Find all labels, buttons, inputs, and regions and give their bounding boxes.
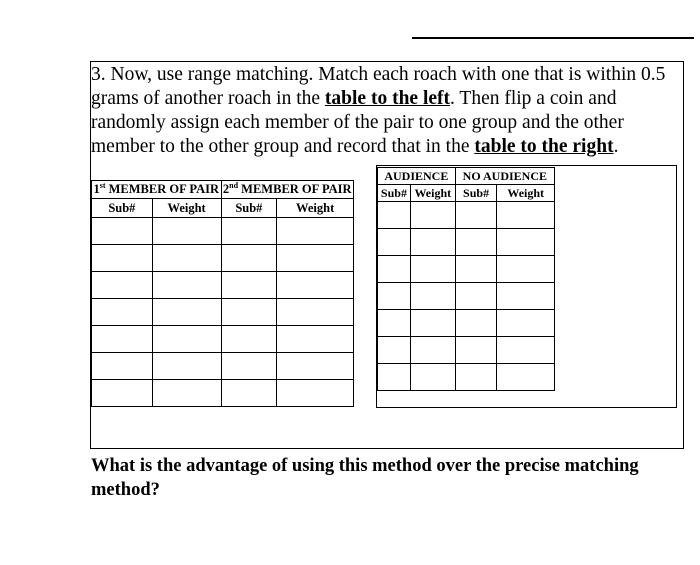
blank-cell[interactable] — [221, 299, 277, 326]
blank-cell[interactable] — [497, 256, 555, 283]
instructions-part2: . Then flip a coin and randomly assign each member of the pair to one group and the other member to the other group and record that in the — [91, 88, 624, 157]
blank-cell[interactable] — [455, 364, 497, 391]
first-member-header: 1st MEMBER OF PAIR — [92, 181, 222, 199]
question-text: What is the advantage of using this method over the precise matching method? — [91, 456, 639, 500]
col-sub-1: Sub# — [92, 199, 153, 218]
blank-cell[interactable] — [277, 353, 354, 380]
table-row — [92, 380, 354, 407]
blank-cell[interactable] — [152, 245, 221, 272]
blank-cell[interactable] — [378, 283, 411, 310]
blank-cell[interactable] — [378, 202, 411, 229]
blank-cell[interactable] — [497, 202, 555, 229]
instructions-part3: . — [613, 136, 619, 157]
blank-cell[interactable] — [152, 380, 221, 407]
blank-cell[interactable] — [221, 326, 277, 353]
blank-cell[interactable] — [277, 272, 354, 299]
blank-cell[interactable] — [455, 337, 497, 364]
blank-cell[interactable] — [277, 299, 354, 326]
blank-cell[interactable] — [410, 256, 455, 283]
blank-cell[interactable] — [410, 229, 455, 256]
blank-cell[interactable] — [277, 218, 354, 245]
no-audience-header: NO AUDIENCE — [455, 168, 554, 185]
table-row — [92, 353, 354, 380]
table-row — [378, 310, 555, 337]
blank-cell[interactable] — [378, 229, 411, 256]
col-weight-1: Weight — [152, 199, 221, 218]
assignment-table — [377, 167, 555, 391]
blank-cell[interactable] — [378, 364, 411, 391]
blank-cell[interactable] — [455, 283, 497, 310]
blank-cell[interactable] — [277, 326, 354, 353]
blank-cell[interactable] — [92, 299, 153, 326]
table-row — [92, 326, 354, 353]
table-row — [378, 256, 555, 283]
blank-cell[interactable] — [221, 353, 277, 380]
blank-cell[interactable] — [455, 229, 497, 256]
blank-cell[interactable] — [152, 353, 221, 380]
name-answer-line — [412, 37, 694, 39]
instructions-part1: 3. Now, use range matching. Match each roach with one that is within 0.5 grams of another roach in the — [91, 64, 666, 109]
instructions-text — [91, 63, 686, 159]
blank-cell[interactable] — [277, 245, 354, 272]
audience-header: AUDIENCE — [378, 168, 456, 185]
table-row — [92, 272, 354, 299]
blank-cell[interactable] — [152, 326, 221, 353]
blank-cell[interactable] — [455, 256, 497, 283]
blank-cell[interactable] — [92, 380, 153, 407]
col-weight-audience: Weight — [410, 185, 455, 202]
col-weight-no-audience: Weight — [497, 185, 555, 202]
blank-cell[interactable] — [410, 310, 455, 337]
col-sub-audience: Sub# — [378, 185, 411, 202]
table-row — [378, 202, 555, 229]
blank-cell[interactable] — [92, 245, 153, 272]
blank-cell[interactable] — [410, 364, 455, 391]
blank-cell[interactable] — [92, 326, 153, 353]
blank-cell[interactable] — [497, 337, 555, 364]
blank-cell[interactable] — [410, 283, 455, 310]
blank-cell[interactable] — [378, 337, 411, 364]
blank-cell[interactable] — [221, 272, 277, 299]
blank-cell[interactable] — [455, 202, 497, 229]
pairs-table-body — [92, 218, 354, 407]
blank-cell[interactable] — [277, 380, 354, 407]
second-member-header: 2nd MEMBER OF PAIR — [221, 181, 354, 199]
table-row — [378, 229, 555, 256]
blank-cell[interactable] — [378, 256, 411, 283]
blank-cell[interactable] — [152, 299, 221, 326]
blank-cell[interactable] — [221, 380, 277, 407]
table-row — [378, 337, 555, 364]
blank-cell[interactable] — [497, 310, 555, 337]
table-right-reference: table to the right — [474, 136, 614, 157]
blank-cell[interactable] — [497, 229, 555, 256]
blank-cell[interactable] — [221, 218, 277, 245]
table-row — [92, 245, 354, 272]
blank-cell[interactable] — [152, 218, 221, 245]
blank-cell[interactable] — [378, 310, 411, 337]
table-left-reference: table to the left — [324, 88, 451, 109]
blank-cell[interactable] — [497, 283, 555, 310]
table-row — [378, 283, 555, 310]
table-row — [92, 299, 354, 326]
blank-cell[interactable] — [92, 353, 153, 380]
blank-cell[interactable] — [455, 310, 497, 337]
table-row — [378, 364, 555, 391]
col-weight-2: Weight — [277, 199, 354, 218]
pairs-table — [91, 180, 354, 407]
blank-cell[interactable] — [497, 364, 555, 391]
blank-cell[interactable] — [410, 337, 455, 364]
col-sub-2: Sub# — [221, 199, 277, 218]
blank-cell[interactable] — [221, 245, 277, 272]
assignment-table-body — [378, 202, 555, 391]
blank-cell[interactable] — [92, 218, 153, 245]
table-row — [92, 218, 354, 245]
blank-cell[interactable] — [152, 272, 221, 299]
blank-cell[interactable] — [410, 202, 455, 229]
col-sub-no-audience: Sub# — [455, 185, 497, 202]
blank-cell[interactable] — [92, 272, 153, 299]
